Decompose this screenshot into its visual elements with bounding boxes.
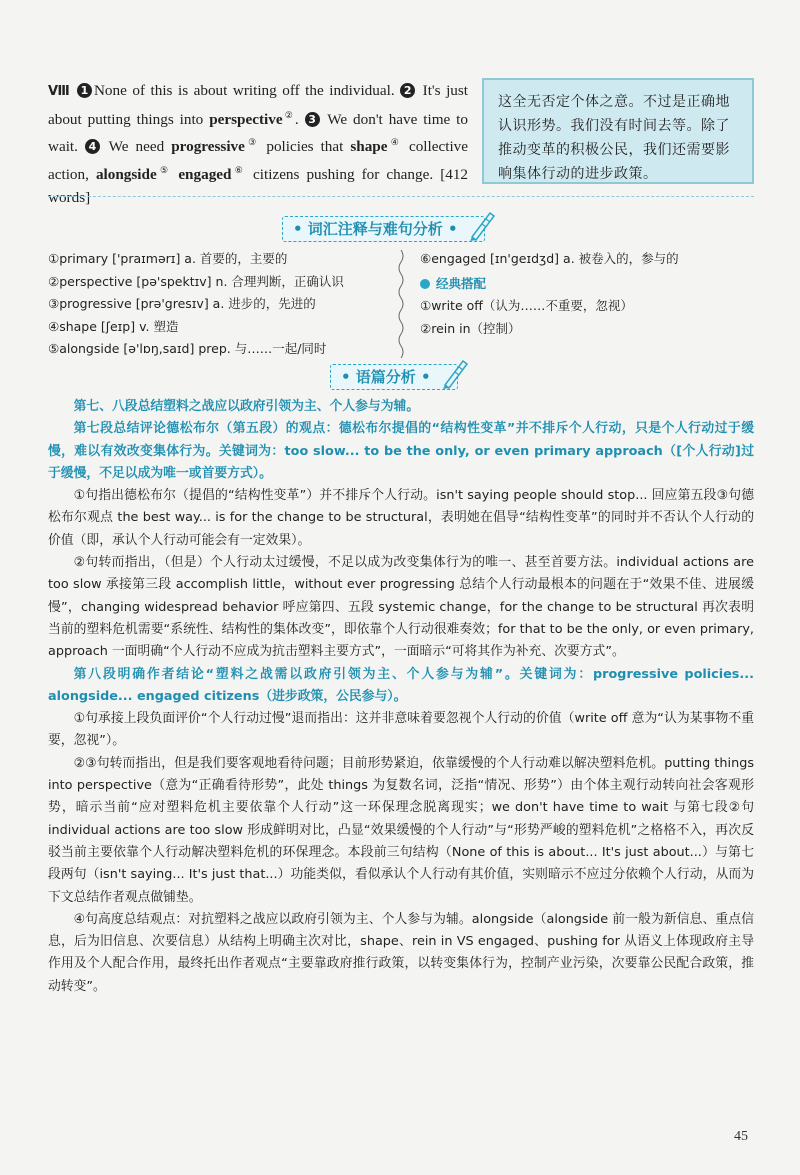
vocab-list-right	[420, 248, 679, 340]
column-divider	[397, 250, 405, 358]
footnote-mark-4: ④	[387, 137, 402, 148]
vocab-list-left	[48, 248, 344, 361]
vocab-section-title	[282, 216, 485, 242]
section-divider	[48, 196, 754, 197]
sentence-4-part-c: collective action,	[48, 138, 468, 183]
bullet-icon	[420, 279, 430, 289]
pen-icon	[468, 207, 498, 241]
sentence-2-part-a: It's just about putting things into	[48, 82, 469, 128]
footnote-mark-2: ②	[282, 109, 295, 120]
analysis-para7-s2: ②句转而指出，（但是）个人行动太过缓慢，不足以成为改变集体行为的唯一、甚至首要方法。individual actions are too slow 承接第三段 accomplish little，without ever progressing 总结个人行动最根本的问题在于“效果不佳、进展缓慢”，changing widespread behavior 呼应第四、五段 systemic change，for the change to be structural 再次表明当前的塑料危机需要“系统性、结构性的集体改变”，即依靠个人行动很难奏效；for that to be the only, or even primary, approach 一面明确“个人行动不应成为抗击塑料主要方式”，一面暗示“可将其作为补充、次要方式”。	[48, 555, 754, 660]
vocab-item: ②perspective [pə'spektɪv] n. 合理判断，正确认识	[48, 273, 344, 289]
vocab-section-title-text: • 词汇注释与难句分析 •	[293, 220, 458, 238]
vocab-item: ③progressive [prə'gresɪv] a. 进步的，先进的	[48, 296, 316, 311]
pen-icon	[441, 355, 471, 389]
sentence-number-2: 2	[400, 83, 415, 98]
keyword-alongside: alongside	[95, 165, 157, 183]
footnote-mark-6: ⑥	[231, 164, 247, 175]
vocab-item: ④shape [ʃeɪp] v. 塑造	[48, 318, 179, 334]
keyword-shape: shape	[350, 138, 388, 156]
word-count: [412 words]	[48, 165, 469, 206]
passage-paragraph-8	[48, 80, 468, 209]
vocab-item: ⑤alongside [ə'lɒŋ,saɪd] prep. 与……一起/同时	[48, 341, 327, 356]
sentence-1: None of this is about writing off the individual.	[93, 82, 395, 99]
paragraph-marker: Ⅷ	[48, 84, 72, 99]
analysis-section-title	[330, 364, 458, 390]
sentence-2-part-b: .	[294, 110, 299, 128]
sentence-4-part-a: We need	[101, 138, 172, 156]
analysis-para8-s1: ①句承接上段负面评价“个人行动过慢”退而指出：这并非意味着要忽视个人行动的价值（write off 意为“认为某事物不重要，忽视”）。	[48, 711, 754, 749]
analysis-para8-heading: 第八段明确作者结论“塑料之战需以政府引领为主、个人参与为辅”。关键词为：progressive policies... alongside... engaged citizens（进步政策，公民参与）。	[48, 666, 754, 704]
sentence-3: We don't have time to wait.	[48, 110, 468, 156]
analysis-para7-s1: ①句指出德松布尔（提倡的“结构性变革”）并不排斥个人行动。isn't saying people should stop... 回应第五段③句德松布尔观点 the best way... is for the change to be structural，表明她在倡导“结构性变革”的同时并不否认个人行动的价值（即，承认个人行动可能会有一定效果）。	[48, 488, 754, 548]
sentence-number-4: 4	[85, 139, 100, 154]
analysis-para8-s2-3: ②③句转而指出，但是我们要客观地看待问题；目前形势紧迫，依靠缓慢的个人行动难以解决塑料危机。putting things into perspective（意为“正确看待形势”，此处 things 为复数名词，泛指“情况、形势”）由个体主观行动转向社会客观形势，暗示当前“应对塑料危机主要依靠个人行动”这一环保理念脱离现实；we don't have time to wait 与第七段②句 individual actions are too slow 形成鲜明对比，凸显“效果缓慢的个人行动”与“形势严峻的塑料危机”之格格不入，再次反驳当前主要依靠个人行动解决塑料危机的环保理念。本段前三句结构（None of this is about... It's just about...）与第七段两句（isn't saying... It's just that...）功能类似，看似承认个人行动有其价值，实则暗示不应过分依赖个人行动，从而为下文总结作者观点做铺垫。	[48, 755, 754, 905]
analysis-para8-s4: ④句高度总结观点：对抗塑料之战应以政府引领为主、个人参与为辅。alongside（alongside 前一般为新信息、重点信息，后为旧信息、次要信息）从结构上明确主次对比，shape、rein in VS engaged、pushing for 从语义上体现政府主导作用及个人配合作用，最终托出作者观点“主要靠政府推行政策，以转变集体行为，控制产业污染，次要靠公民配合政策，推动转变”。	[48, 911, 754, 994]
translation-text: 这全无否定个体之意。不过是正确地认识形势。我们没有时间去等。除了推动变革的积极公民，我们还需要影响集体行动的进步政策。	[498, 94, 730, 182]
keyword-perspective: perspective	[209, 110, 283, 128]
sentence-number-1: 1	[77, 83, 92, 98]
sentence-4-part-b: policies that	[259, 138, 351, 156]
footnote-mark-5: ⑤	[156, 164, 172, 175]
vocab-item: ⑥engaged [ɪn'geɪdʒd] a. 被卷入的，参与的	[420, 251, 679, 266]
collocation-title: 经典搭配	[436, 275, 487, 291]
keyword-engaged: engaged	[178, 165, 232, 183]
analysis-summary: 第七、八段总结塑料之战应以政府引领为主、个人参与为辅。	[73, 399, 420, 414]
collocation-heading	[420, 273, 679, 296]
sentence-number-3: 3	[305, 112, 320, 127]
translation-box	[482, 78, 754, 184]
analysis-para7-heading: 第七段总结评论德松布尔（第五段）的观点：德松布尔提倡的“结构性变革”并不排斥个人行动，只是个人行动过于缓慢，难以有效改变集体行为。关键词为：too slow... to be the only, or even primary approach（[个人行动]过于缓慢，不足以成为唯一或首要方式）。	[48, 421, 754, 481]
analysis-section-title-text: • 语篇分析 •	[341, 368, 431, 386]
footnote-mark-3: ③	[244, 137, 260, 148]
keyword-progressive: progressive	[171, 138, 245, 156]
sentence-4-part-e: citizens pushing for change.	[246, 165, 434, 183]
vocab-item: ①primary ['praɪmərɪ] a. 首要的，主要的	[48, 251, 288, 266]
analysis-body	[48, 396, 754, 998]
collocation-item: ②rein in（控制）	[420, 320, 521, 336]
page-number: 45	[734, 1129, 748, 1144]
collocation-item: ①write off（认为……不重要，忽视）	[420, 298, 633, 313]
